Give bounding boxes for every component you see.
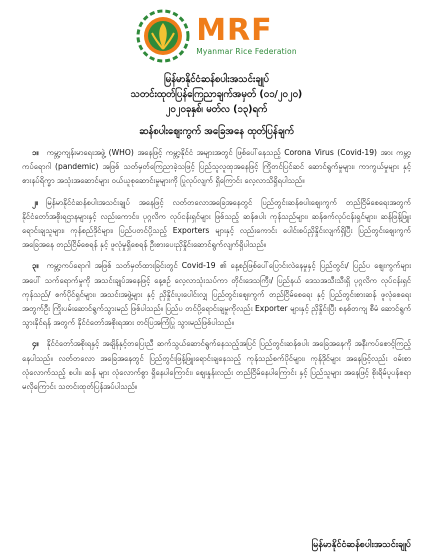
wheat-wreath-gear-icon <box>136 9 190 63</box>
paragraph-text: ကမ္ဘာ့ကျန်းမာရေးအဖွဲ့ (WHO) အနေဖြင့် ကမ္ဘာ့နိုင်ငံ အများအတွင် ဖြစ်ပေါ်နေသည့် Corona Virus (Covid-19) အား ကမ္ဘာ့ကပ်ရောဂါ (pandemic) အဖြစ် သတ်မှတ်ကြေညာခဲ့သဖြင့် ပြည်သူလူထုအနေဖြင့် ကြိုတင်ပြင်ဆင် ဆောင်ရွက်မှုများ၊ ကာကွယ်မှုများ နှင့် စားနပ်ရိက္ခာ အသုံးအဆောင်များ ဝယ်ယူစုဆောင်းမှုများကို ပြုလုပ်လျက် ရှိကြောင်း လေ့လာသိရှိရပါသည်။ <box>22 148 411 186</box>
paragraph-4 <box>22 337 411 394</box>
paragraph-number: ၁။ <box>32 148 39 157</box>
logo-subtitle: Myanmar Rice Federation <box>196 47 297 56</box>
document-titles <box>22 72 411 117</box>
paragraph-number: ၃။ <box>32 261 39 271</box>
paragraph-3 <box>22 259 411 330</box>
paragraph-2 <box>22 196 411 253</box>
paragraph-number: ၄။ <box>32 339 39 349</box>
paragraph-text: နိုင်ငံတော်အစိုးရနှင့် အချိန်နှင့်တပြေးညီ ဆက်သွယ်ဆောင်ရွက်နေသည့်အပြင် ပြည်တွင်းဆန်စပါး အခြေအနေကို အနီးကပ်စောင့်ကြည့်နေပါသည်။ လတ်တလော အခြေအနေတွင် ပြည်တွင်းဖြန့်ဖြူးရောင်းချနေသည့် ကုန်သည်စက်ပိုင်များ၊ ကုန်ဒိုင်များ အနေဖြင့်လည်း ဝမ်းစာလုံလောက်သည့် စပါး၊ ဆန် များ လုံလောက်စွာ ရှိနေပါကြောင်း၊ ဈေးနှုန်းလည်း တည်ငြိမ်နေပါကြောင်း နှင့် ပြည်သူများ အနေဖြင့် စိုးရိမ်ပူပန်စရာ မလိုကြောင်း သတင်းထုတ်ပြန်အပ်ပါသည်။ <box>22 339 411 392</box>
announcement-date: ၂၀၂၀ခုနှစ်၊ မတ်လ (၁၃)ရက် <box>165 104 268 115</box>
organization-name: မြန်မာနိုင်ငံဆန်စပါးအသင်းချုပ် <box>164 74 269 85</box>
paragraph-text: မြန်မာနိုင်ငံဆန်စပါးအသင်းချုပ် အနေဖြင့် လတ်တလောအခြေအနေတွင် ပြည်တွင်းဆန်စပါးဈေးကွက် တည်ငြိမ်စေရေးအတွက် နိုင်ငံတော်အစိုးရဌာနများနှင့် လည်းကောင်း၊ ပုဂ္ဂလိက လုပ်ငန်းရှင်များ ဖြစ်သည့် ဆန်စပါး ကုန်သည်များ၊ ဆန်စက်လုပ်ငန်းရှင်များ၊ ဆန်ဖြန့်ဖြူးရောင်းချသူများ၊ ကုန်စည်ဒိုင်များ၊ ပြည်ပတင်ပို့သည့် Exporters များနှင့် လည်းကောင်း ပေါင်းစပ်ညှိနှိုင်းလျက်ရှိပြီး ပြည်တွင်းဈေးကွက်အခြေအနေ တည်ငြိမ်စေရန် နှင့် ဖူလုံမှုရှိစေရန် ဦးစားပေးညှိနှိုင်းဆောင်ရွက်လျက်ရှိပါသည်။ <box>22 197 411 250</box>
paragraph-number: ၂။ <box>32 197 39 207</box>
signature-organization: မြန်မာနိုင်ငံဆန်စပါးအသင်းချုပ် <box>311 540 411 550</box>
logo-wordmark: MRF <box>196 13 273 48</box>
letterhead <box>22 8 411 64</box>
subject-line: ဆန်စပါးဈေးကွက် အခြေအနေ ထုတ်ပြန်ချက် <box>139 126 294 137</box>
paragraph-text: ကမ္ဘာ့ကပ်ရောဂါ အဖြစ် သတ်မှတ်ထားခြင်းတွင် Covid-19 ၏ နေ့စဉ်ဖြစ်ပေါ်ပြောင်းလဲနေမှုနှင့် ပြည်တွင်း/ ပြည်ပ ဈေးကွက်များအပေါ် သက်ရောက်မှုကို အသင်းချုပ်အနေဖြင့် နေ့စဉ် လေ့လာသုံးသပ်ကာ တိုင်းဒေသကြီး/ ပြည်နယ် ဒေသအသီးသီးရှိ ပုဂ္ဂလိက လုပ်ငန်းရှင် ကုန်သည်/ စက်ပိုင်ရှင်များ၊ အသင်းအဖွဲ့များ နှင့် ညှိနှိုင်းပူးပေါင်းလျှ ပြည်တွင်းဈေးကွက် တည်ငြိမ်စေရေး နှင့် ပြည်တွင်းစားဆန် ဖူလုံစေရေးအတွက်ဦး ကြိုးပမ်းဆောင်ရွက်သွားမည် ဖြစ်ပါသည်။ ပြည်ပ တင်ပို့ရောင်းချမှုကိုလည်း Exporter များနှင့် ညှိနှိုင်းပြီး စနစ်တကျ စီမံ ဆောင်ရွက် သွားနိုင်ရန် အတွက် နိုင်ငံတော်အစိုးရအား တင်ပြအကြံပြု သွားမည်ဖြစ်ပါသည်။ <box>22 261 411 328</box>
announcement-number: သတင်းထုတ်ပြန်ကြေညာချက်အမှတ် (၀၁/၂၀၂၀) <box>130 89 303 100</box>
paragraph-1 <box>22 146 411 189</box>
